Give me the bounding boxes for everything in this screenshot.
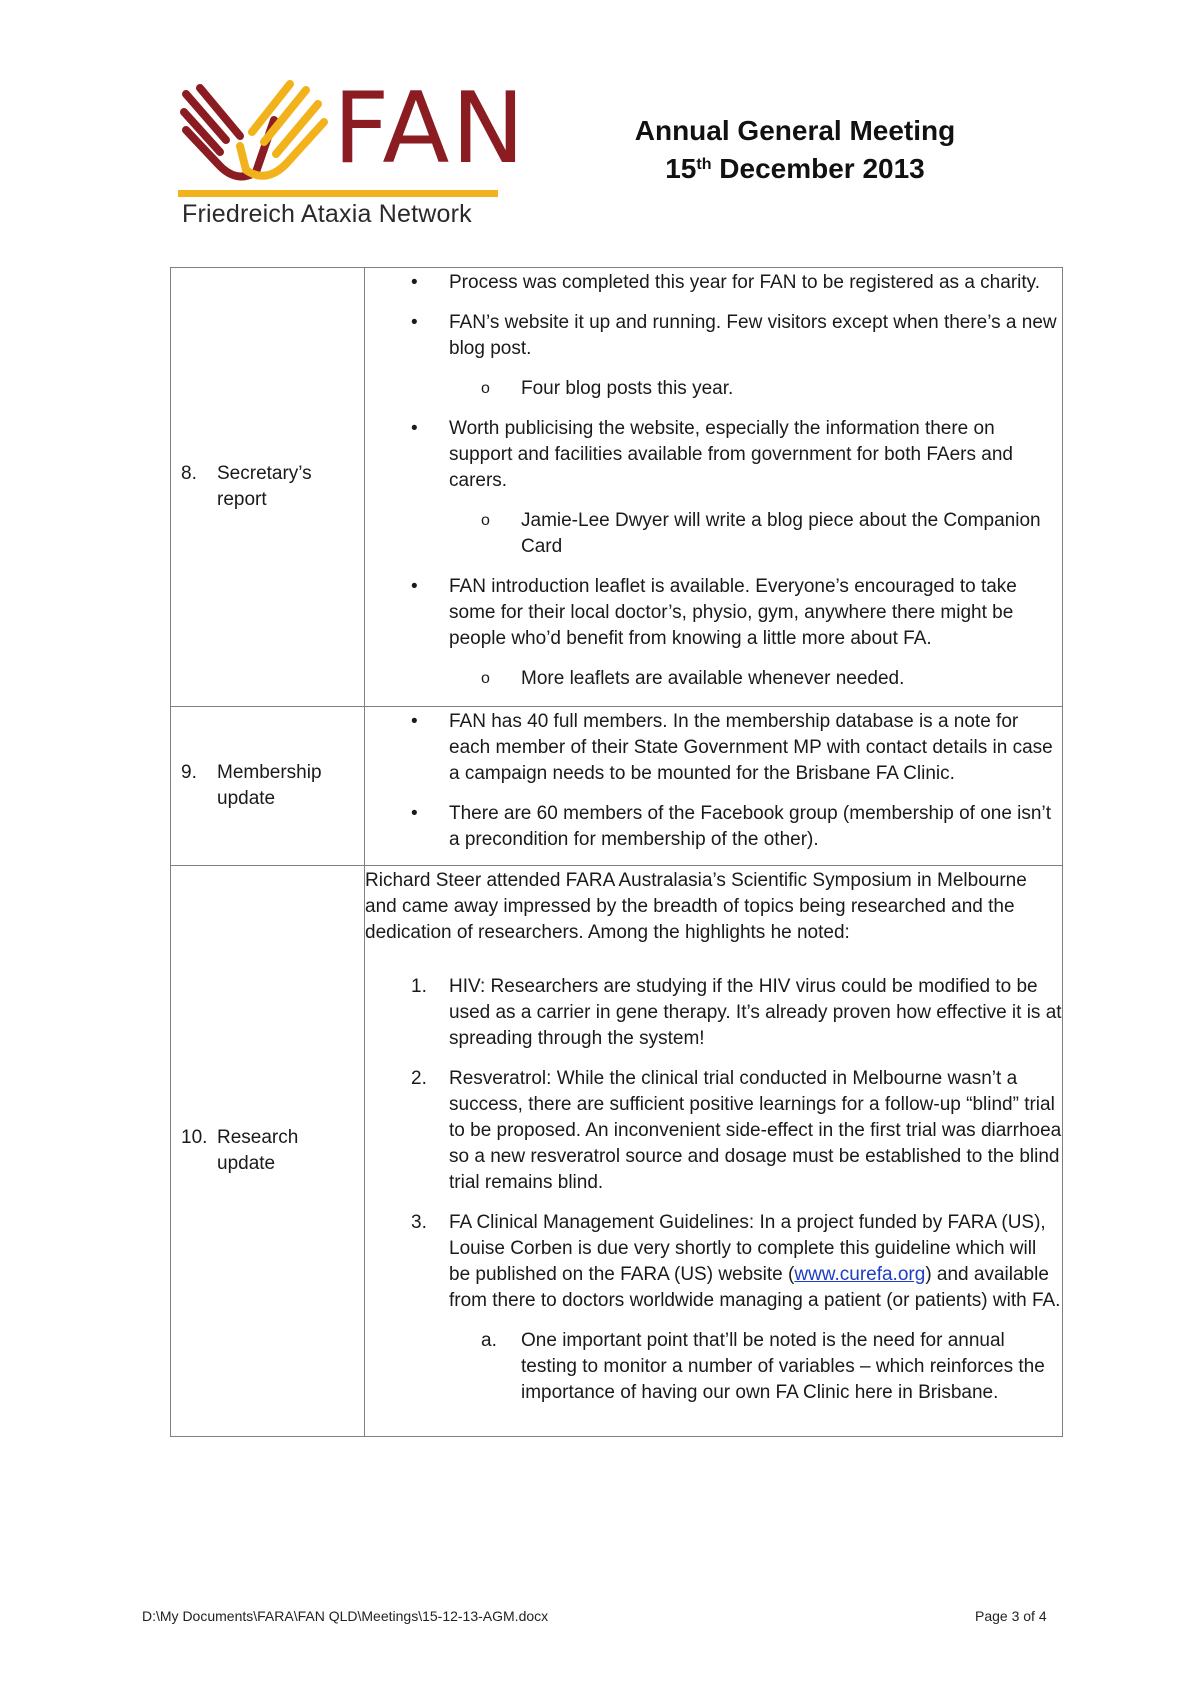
curefa-link[interactable]: www.curefa.org xyxy=(794,1264,926,1285)
sub-bullet-item xyxy=(365,666,1062,692)
table-row xyxy=(171,268,1063,707)
footer-page-number: Page 3 of 4 xyxy=(975,1608,1047,1624)
bullet-item xyxy=(365,416,1062,494)
sub-bullet-item xyxy=(365,508,1062,560)
logo-fan-wordmark: FAN xyxy=(333,72,527,186)
numbered-item xyxy=(365,1210,1062,1314)
bullet-icon: • xyxy=(411,418,418,439)
item-content xyxy=(365,866,1063,1437)
item-number: 8. xyxy=(181,463,197,484)
intro-paragraph: Richard Steer attended FARA Australasia’s Scientific Symposium in Melbourne and came away impressed by the breadth of topics being researched and the dedication of researchers. Among the highlights he noted: xyxy=(365,870,1027,943)
lettered-text: One important point that’ll be noted is the need for annual testing to monitor a number of variables – which reinforces the importance of having our own FA Clinic here in Brisbane. xyxy=(521,1330,1045,1403)
footer-file-path: D:\My Documents\FARA\FAN QLD\Meetings\15-12-13-AGM.docx xyxy=(142,1608,549,1624)
numbered-text: HIV: Researchers are studying if the HIV virus could be modified to be used as a carrier in gene therapy. It’s already proven how effective it is at spreading through the system! xyxy=(449,976,1062,1049)
numbered-item xyxy=(365,974,1062,1052)
logo-subtitle: Friedreich Ataxia Network xyxy=(182,200,472,228)
bullet-text: FAN’s website it up and running. Few visitors except when there’s a new blog post. xyxy=(449,312,1057,359)
item-marker: a. xyxy=(481,1330,497,1351)
date-day: 15 xyxy=(665,153,697,184)
numbered-text: Resveratrol: While the clinical trial conducted in Melbourne wasn’t a success, there are sufficient positive learnings for a follow-up “blind” trial to be proposed. An inconvenient side-effect in the first trial was diarrhoea so a new resveratrol source and dosage must be established to the blind trial remains blind. xyxy=(449,1068,1062,1193)
table-row xyxy=(171,707,1063,866)
item-title: Research update xyxy=(217,1127,299,1174)
item-number: 10. xyxy=(181,1127,208,1148)
sub-bullet-text: More leaflets are available whenever needed. xyxy=(521,668,905,689)
circle-bullet-icon: o xyxy=(481,380,490,397)
date-suffix: th xyxy=(696,156,712,173)
item-cell xyxy=(171,866,365,1437)
circle-bullet-icon: o xyxy=(481,670,490,687)
bullet-text: There are 60 members of the Facebook group (membership of one isn’t a precondition for membership of the other). xyxy=(449,803,1051,850)
bullet-item xyxy=(365,310,1062,362)
numbered-text-continued: ) and available from there to doctors worldwide managing a patient (or patients) with FA. xyxy=(449,1264,1061,1311)
document-heading xyxy=(560,112,1030,188)
bullet-item xyxy=(365,709,1062,787)
circle-bullet-icon: o xyxy=(481,512,490,529)
bullet-icon: • xyxy=(411,803,418,824)
item-marker: 2. xyxy=(411,1068,427,1089)
bullet-icon: • xyxy=(411,711,418,732)
bullet-icon: • xyxy=(411,272,418,293)
item-content xyxy=(365,268,1063,707)
lettered-subitem xyxy=(365,1328,1062,1406)
table-row xyxy=(171,866,1063,1437)
sub-bullet-item xyxy=(365,376,1062,402)
minutes-table xyxy=(170,267,1063,1437)
bullet-icon: • xyxy=(411,312,418,333)
heading-title: Annual General Meeting xyxy=(634,115,956,146)
bullet-icon: • xyxy=(411,576,418,597)
bullet-text: Process was completed this year for FAN to be registered as a charity. xyxy=(449,272,1041,293)
numbered-item xyxy=(365,1066,1062,1196)
bullet-item xyxy=(365,801,1062,853)
item-content xyxy=(365,707,1063,866)
item-number: 9. xyxy=(181,762,197,783)
sub-bullet-text: Four blog posts this year. xyxy=(521,378,734,399)
bullet-text: FAN introduction leaflet is available. Everyone’s encouraged to take some for their local doctor’s, physio, gym, anywhere there might be people who’d benefit from knowing a little more about FA. xyxy=(449,576,1017,649)
bullet-item xyxy=(365,574,1062,652)
sub-bullet-text: Jamie-Lee Dwyer will write a blog piece about the Companion Card xyxy=(521,510,1041,557)
numbered-text: FA Clinical Management Guidelines: In a project funded by FARA (US), Louise Corben is due very shortly to complete this guideline which will be published on the FARA (US) website ( xyxy=(449,1212,1046,1285)
item-marker: 3. xyxy=(411,1212,427,1233)
item-title: Membership update xyxy=(217,762,322,809)
bullet-item xyxy=(365,270,1062,296)
item-title: Secretary’s report xyxy=(217,463,312,510)
heading-date xyxy=(560,150,1030,188)
item-marker: 1. xyxy=(411,976,427,997)
bullet-text: Worth publicising the website, especially the information there on support and facilities available from government for both FAers and carers. xyxy=(449,418,1013,491)
item-cell xyxy=(171,707,365,866)
date-rest: December 2013 xyxy=(719,153,925,184)
bullet-text: FAN has 40 full members. In the membership database is a note for each member of their State Government MP with contact details in case a campaign needs to be mounted for the Brisbane FA Clinic. xyxy=(449,711,1053,784)
item-cell xyxy=(171,268,365,707)
